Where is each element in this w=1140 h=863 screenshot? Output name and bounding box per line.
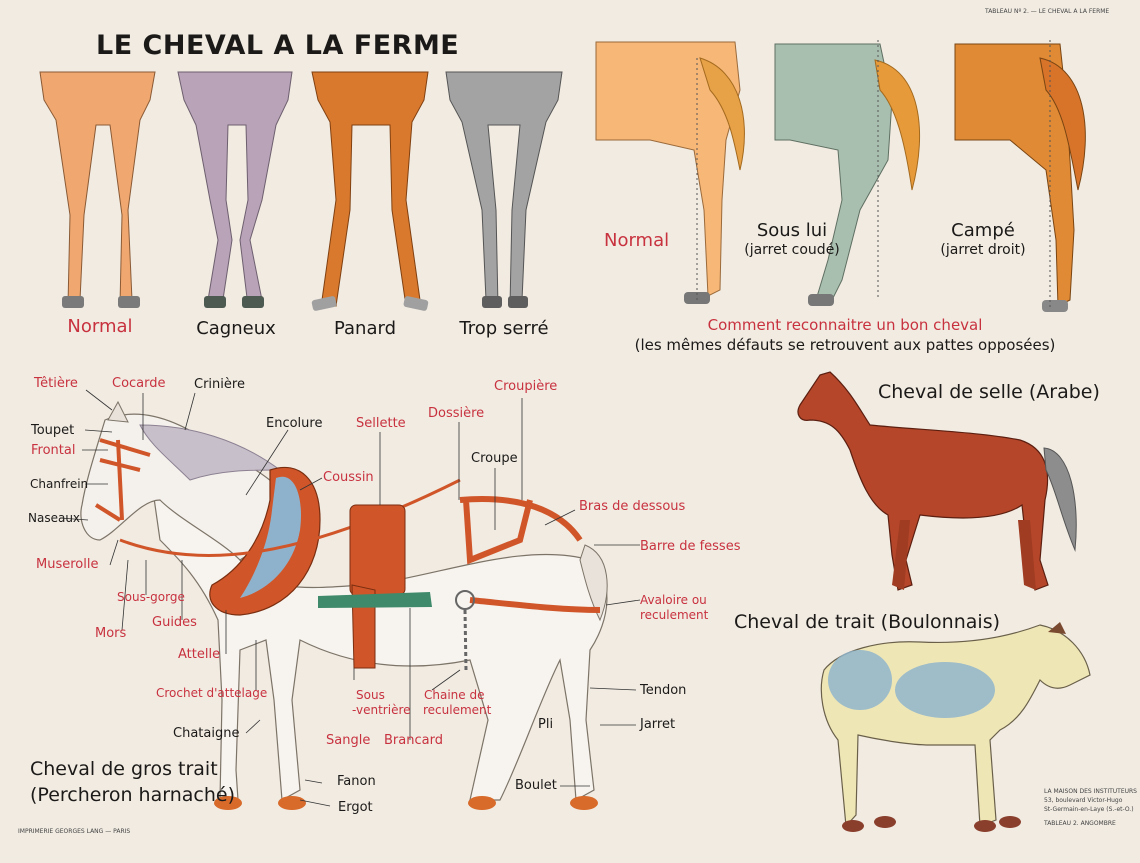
label-ergot: Ergot (338, 800, 373, 815)
label-toupet: Toupet (31, 423, 75, 438)
header-ref: TABLEAU Nº 2. — LE CHEVAL A LA FERME (985, 8, 1110, 15)
label-chataigne: Chataigne (173, 726, 240, 741)
label-criniere: Crinière (194, 377, 245, 392)
label-tendon: Tendon (640, 683, 687, 698)
label-reculement: reculement (640, 608, 709, 622)
imprint-right-4: TABLEAU 2. ANGOMBRE (1044, 820, 1116, 827)
label-naseaux: Naseaux (28, 511, 81, 525)
hind-normal-label: Normal (604, 230, 670, 251)
label-jarret: Jarret (640, 717, 676, 732)
label-boulet: Boulet (515, 778, 557, 793)
label-cocarde: Cocarde (112, 376, 166, 391)
hind-campe-label: Campé (951, 220, 1015, 241)
label-tetiere: Têtière (34, 376, 78, 391)
front-legs-panard-label: Panard (333, 318, 397, 339)
front-legs-cagneux (178, 72, 292, 308)
arabe-horse (798, 372, 1076, 590)
label-encolure: Encolure (266, 416, 323, 431)
label-coussin: Coussin (323, 470, 374, 485)
hind-sous-lui-label: Sous lui (756, 220, 828, 241)
label-fanon: Fanon (337, 774, 376, 789)
hind-leg-campe (955, 44, 1085, 312)
label-pli: Pli (538, 717, 554, 732)
main-caption-2: (Percheron harnaché) (30, 784, 235, 806)
label-mors: Mors (95, 626, 127, 641)
front-legs-trop-serre-label: Trop serré (459, 318, 549, 339)
imprint-right-1: LA MAISON DES INSTITUTEURS (1044, 788, 1137, 795)
label-chaine2: reculement (423, 703, 492, 717)
page-title: LE CHEVAL A LA FERME (96, 30, 460, 61)
label-chanfrein: Chanfrein (30, 477, 89, 491)
front-legs-normal-label: Normal (67, 316, 133, 337)
label-brancard: Brancard (384, 733, 443, 748)
hind-caption-2: (les mêmes défauts se retrouvent aux pattes opposées) (634, 336, 1056, 354)
imprint-right-2: 53, boulevard Victor-Hugo (1044, 797, 1123, 804)
label-avaloire: Avaloire ou (640, 593, 707, 607)
label-frontal: Frontal (31, 443, 76, 458)
label-sous-gorge: Sous-gorge (117, 590, 185, 604)
label-croupiere: Croupière (494, 379, 558, 394)
hind-caption-1: Comment reconnaitre un bon cheval (707, 316, 983, 334)
front-legs-cagneux-label: Cagneux (196, 318, 276, 339)
label-sangle: Sangle (326, 733, 371, 748)
imprint-left: IMPRIMERIE GEORGES LANG — PARIS (18, 828, 131, 835)
arabe-caption: Cheval de selle (Arabe) (878, 381, 1100, 403)
label-sous: Sous (356, 688, 385, 702)
label-croupe: Croupe (471, 451, 518, 466)
hind-campe-note: (jarret droit) (940, 242, 1026, 258)
label-chaine: Chaine de (424, 688, 485, 702)
label-guides: Guides (152, 615, 197, 630)
label-attelle: Attelle (178, 647, 221, 662)
label-muserolle: Muserolle (36, 557, 99, 572)
front-legs-normal (40, 72, 155, 308)
front-legs-trop-serre (446, 72, 562, 308)
hind-sous-lui-note: (jarret coudé) (744, 242, 840, 258)
label-dossiere: Dossière (428, 406, 485, 421)
label-crochet: Crochet d'attelage (156, 686, 268, 700)
main-caption-1: Cheval de gros trait (30, 758, 218, 780)
label-bras-dessous: Bras de dessous (579, 499, 686, 514)
boulonnais-caption: Cheval de trait (Boulonnais) (734, 611, 1000, 633)
imprint-right-3: St-Germain-en-Laye (S.-et-O.) (1044, 806, 1134, 813)
label-ventriere: -ventrière (352, 703, 411, 717)
label-barre-fesses: Barre de fesses (640, 539, 741, 554)
hind-leg-normal (596, 42, 744, 304)
hind-leg-sous-lui (775, 44, 920, 306)
label-sellette: Sellette (356, 416, 406, 431)
front-legs-panard (311, 72, 429, 311)
